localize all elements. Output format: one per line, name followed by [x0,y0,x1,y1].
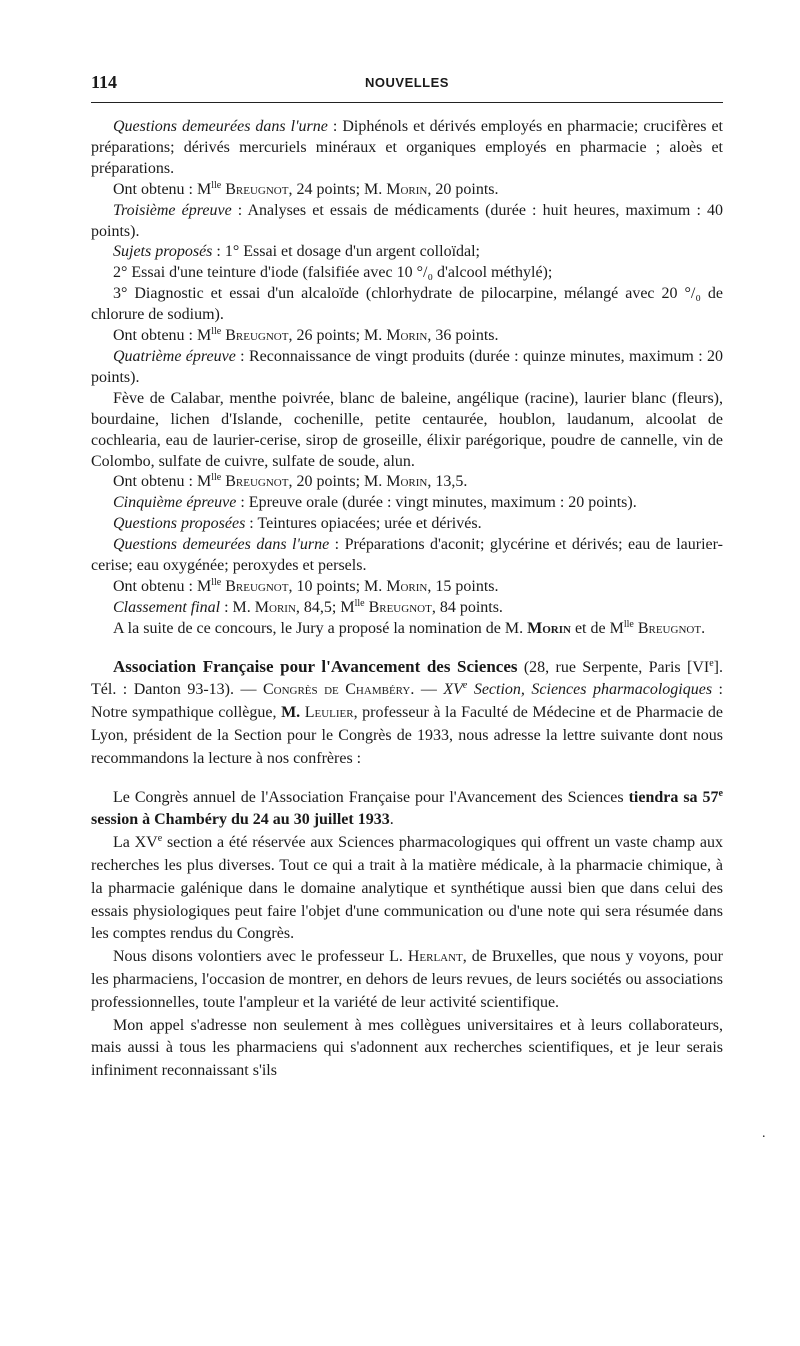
paragraph: Questions demeurées dans l'urne : Diphénols et dérivés employés en pharmacie; crucifères et préparations; dérivés mercuriels minéraux et organiques employés en pharmacie ; aloès et préparations. [91,118,723,177]
running-head [91,72,723,98]
paragraph: 2° Essai d'une teinture d'iode (falsifiée avec 10 °/₀ d'alcool méthylé); [113,264,553,282]
paragraph: Nous disons volontiers avec le professeur L. Herlant, de Bruxelles, que nous y voyons, pour les pharmaciens, l'occasion de montrer, en dehors de leurs revues, de leurs sociétés ou associations professionnelles, toute l'ampleur et la variété de leur activité scientifique. [91,948,723,1011]
paragraph: Classement final : M. Morin, 84,5; $M^{lle}$ Breugnot, 84 points. [113,597,503,616]
paragraph: La XVe section a été réservée aux Sciences pharmacologiques qui offrent un vaste champ aux recherches les plus diverses. Tout ce qui a trait à la matière médicale, à la pharmacie chimique, à la pharmacie galénique dans le domaine analytique et synthétique aussi bien que dans celui des essais physiologiques peut faire l'objet d'une communication ou d'une note qui sera résumée dans les comptes rendus du Congrès. [91,833,724,943]
running-title: NOUVELLES [365,75,449,90]
paragraph: Questions proposées : Teintures opiacées; urée et dérivés. [113,515,482,533]
exam-results-section [91,117,723,640]
journal-page [91,72,723,1083]
paragraph: 3° Diagnostic et essai d'un alcaloïde (chlorhydrate de pilocarpine, mélangé avec 20 °/₀ de chlorure de sodium). [91,285,723,324]
section-heading: Association Française pour l'Avancement des Sciences [113,656,518,676]
paragraph: Mon appel s'adresse non seulement à mes collègues universitaires et à leurs collaborateurs, mais aussi à tous les pharmaciens qui s'adonnent aux recherches scientifiques, et je leur serais infiniment reconnaissant s'ils [91,1016,723,1080]
paragraph: Troisième épreuve : Analyses et essais de médicaments (durée : huit heures, maximum : 40 points). [91,201,724,240]
header-rule [91,102,723,103]
paragraph: Cinquième épreuve : Epreuve orale (durée : vingt minutes, maximum : 20 points). [113,494,637,512]
paragraph: Ont obtenu : $M^{lle}$ Breugnot, 20 points; M. Morin, 13,5. [113,472,468,491]
paragraph: Questions demeurées dans l'urne : Préparations d'aconit; glycérine et dérivés; eau de laurier-cerise; eau oxygénée; peroxydes et persels. [91,536,723,575]
association-section [91,656,723,771]
paragraph: Le Congrès annuel de l'Association Française pour l'Avancement des Sciences tiendra sa 57e session à Chambéry du 24 au 30 juillet 1933. [91,787,723,829]
paragraph: Ont obtenu : $M^{lle}$ Breugnot, 26 points; M. Morin, 36 points. [113,326,499,345]
margin-mark: . [762,1126,766,1141]
letter-section [91,787,723,1083]
page-number: 114 [91,72,118,92]
paragraph: Fève de Calabar, menthe poivrée, blanc de baleine, angélique (racine), laurier blanc (fleurs), bourdaine, lichen d'Islande, cochenille, petite centaurée, houblon, laudanum, alcoolat de cochlearia, eau de laurier-cerise, sirop de groseille, élixir parégorique, poudre de cannelle, vin de Colombo, sulfate de cuivre, sulfate de soude, alun. [91,389,723,470]
paragraph: Ont obtenu : $M^{lle}$ Breugnot, 24 points; M. Morin, 20 points. [113,179,499,198]
paragraph: Association Française pour l'Avancement des Sciences (28, rue Serpente, Paris [VIe]. Tél. : Danton 93-13). — Congrès de Chambéry. — XVe Section, Sciences pharmacologiques : Notre sympathique collègue, M. Leulier, professeur à la Faculté de Médecine et de Pharmacie de Lyon, président de la Section pour le Congrès de 1933, nous adresse la lettre suivante dont nous recommandons la lecture à nos confrères : [91,656,724,767]
paragraph: A la suite de ce concours, le Jury a proposé la nomination de M. Morin et de $M^{lle}$ Breugnot. [113,618,706,637]
paragraph: Ont obtenu : $M^{lle}$ Breugnot, 10 points; M. Morin, 15 points. [113,576,499,595]
paragraph: Sujets proposés : 1° Essai et dosage d'un argent colloïdal; [113,243,480,261]
paragraph: Quatrième épreuve : Reconnaissance de vingt produits (durée : quinze minutes, maximum : 20 points). [91,347,724,386]
